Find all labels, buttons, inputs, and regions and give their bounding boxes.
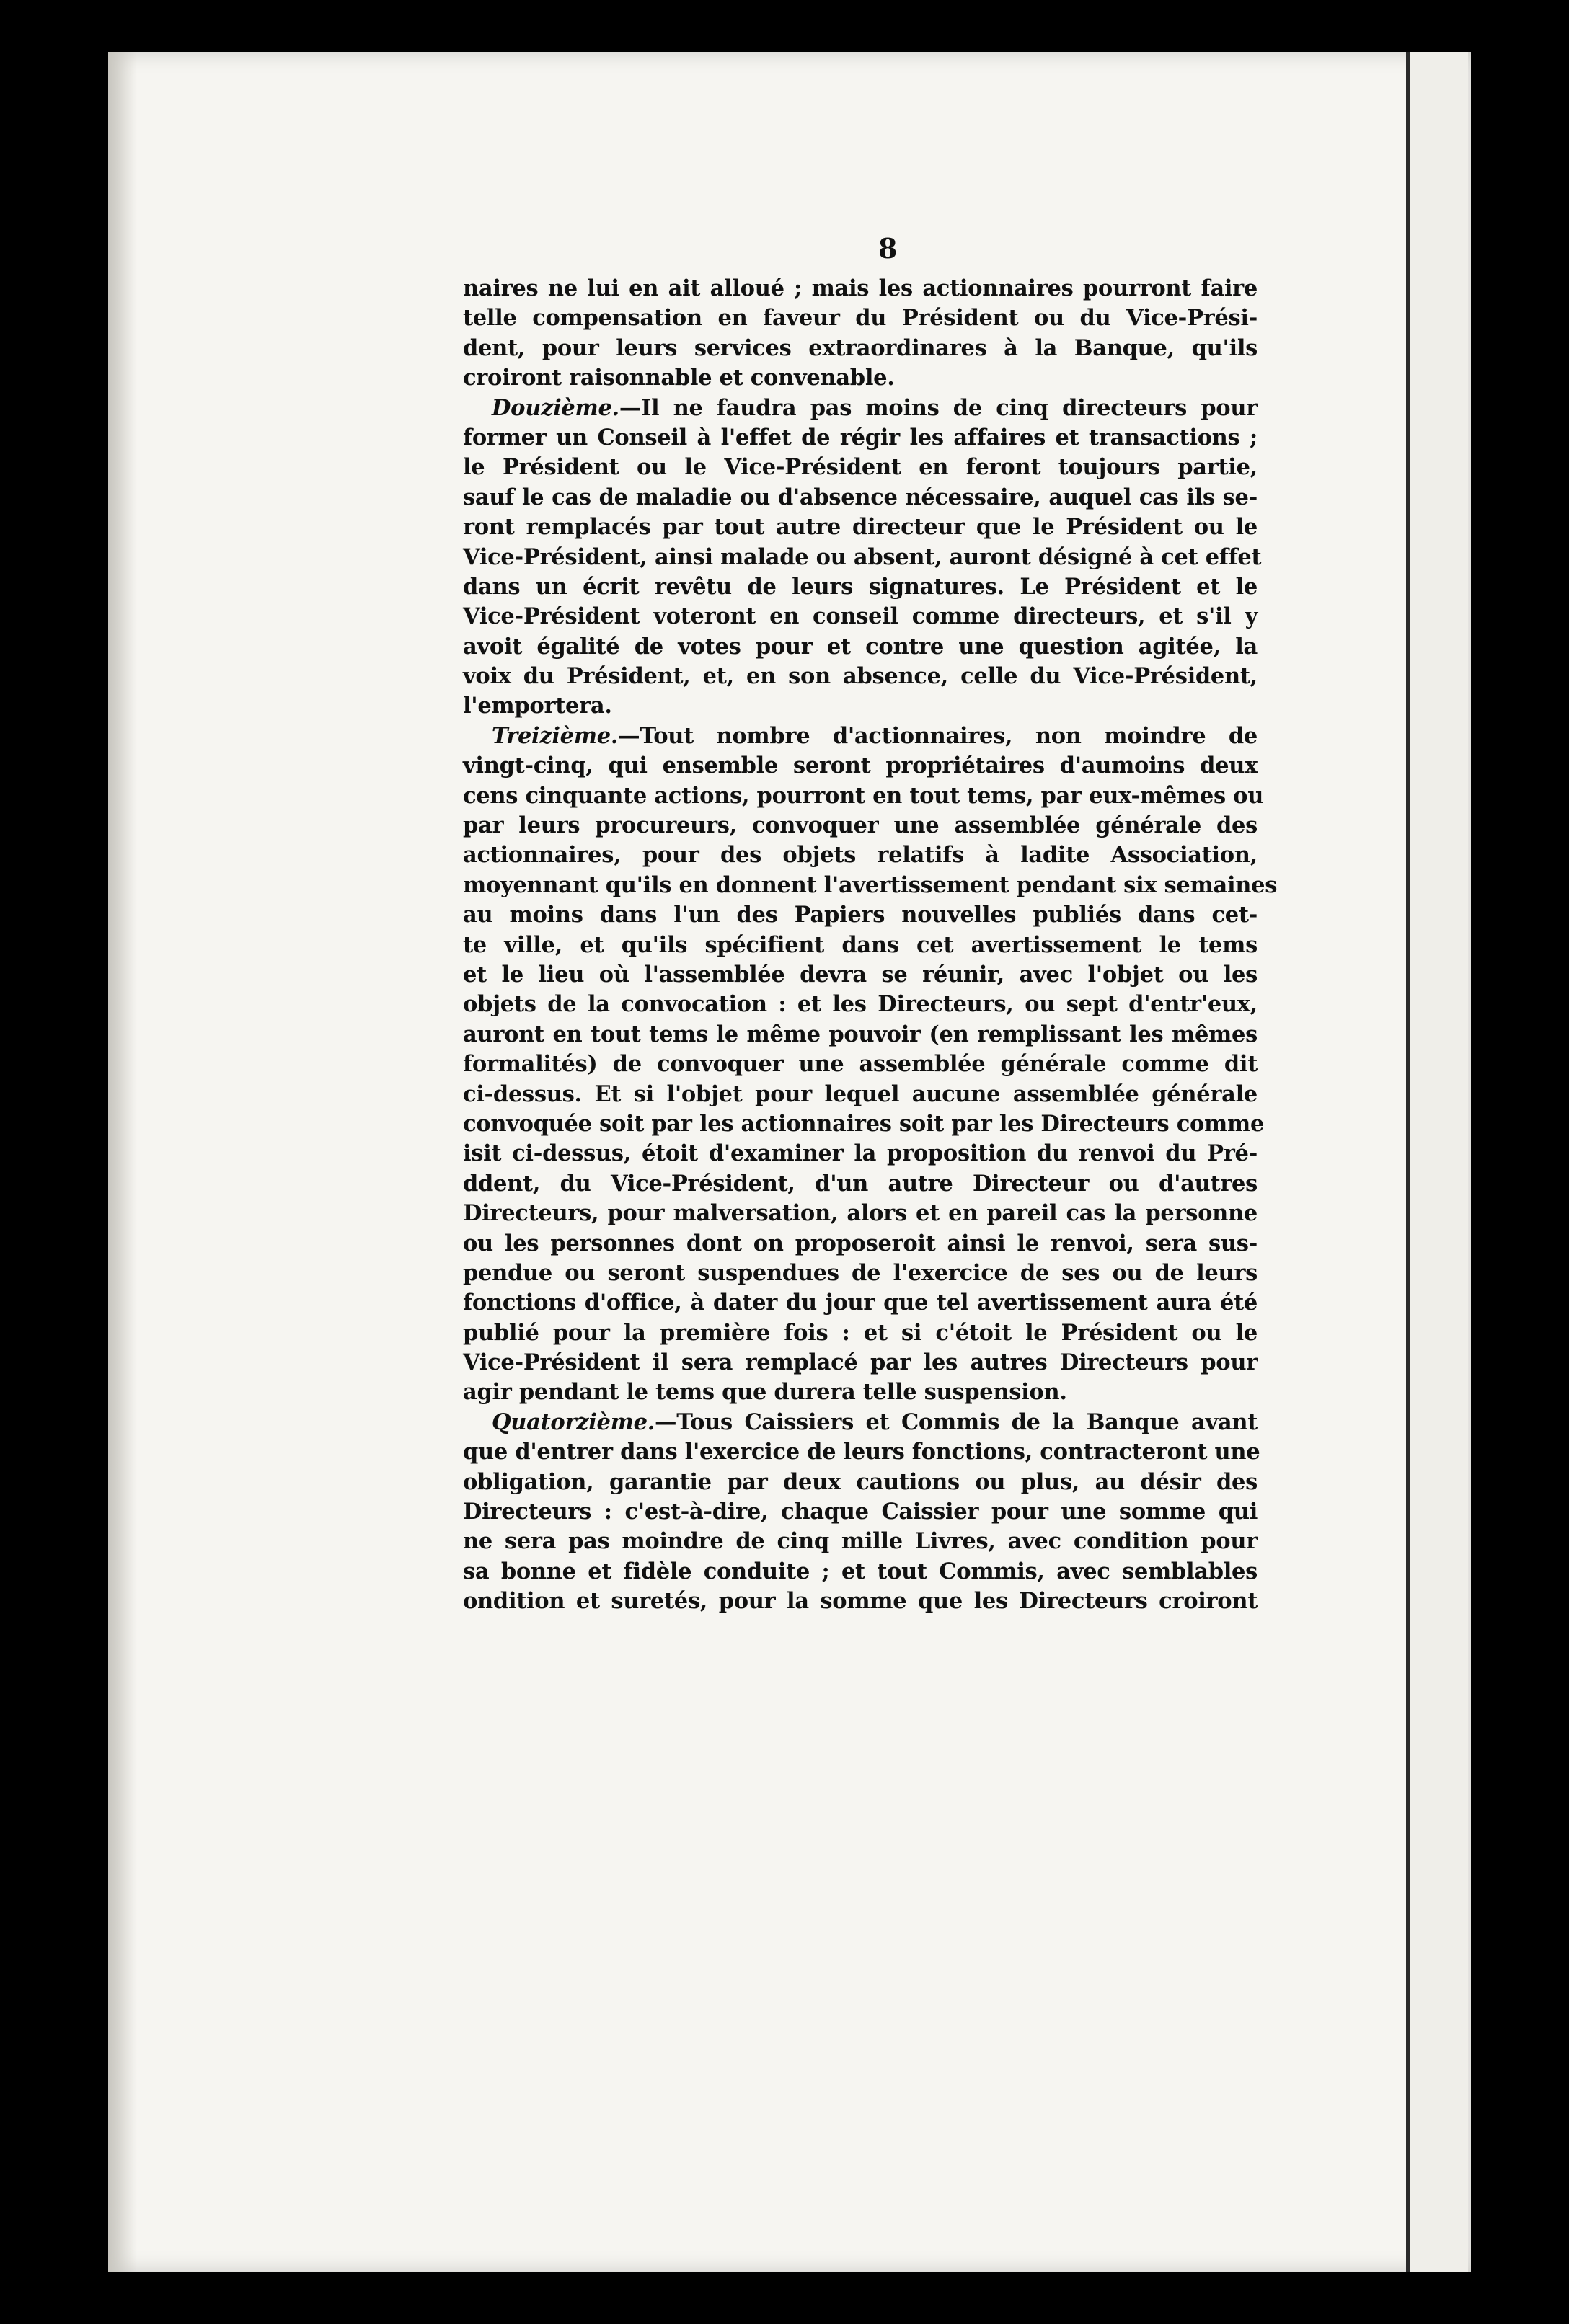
- page-number: 8: [878, 232, 898, 265]
- text-line: vingt-cinq, qui ensemble seront propriétaires d'aumoins deux: [463, 753, 1258, 779]
- text-line: ront remplacés par tout autre directeur que le Président ou le: [463, 514, 1258, 541]
- text-line: croiront raisonnable et convenable.: [463, 365, 895, 391]
- text-line: former un Conseil à l'effet de régir les affaires et transactions ;: [463, 424, 1258, 451]
- adjacent-page-edge: [1406, 52, 1468, 2272]
- section-heading: Douzième.: [492, 394, 619, 421]
- text-line: sa bonne et fidèle conduite ; et tout Commis, avec semblables: [463, 1558, 1258, 1584]
- text-line: et le lieu où l'assemblée devra se réunir, avec l'objet ou les: [463, 961, 1258, 988]
- paragraph-quatorzieme-start: Quatorzième.—Tous Caissiers et Commis de la Banque avant: [492, 1409, 1258, 1435]
- text-line: Vice-Président, ainsi malade ou absent, auront désigné à cet effet: [463, 544, 1262, 570]
- section-heading: Quatorzième.: [492, 1409, 655, 1435]
- text-line: Directeurs : c'est-à-dire, chaque Caissier pour une somme qui: [463, 1499, 1258, 1525]
- text-line: moyennant qu'ils en donnent l'avertissement pendant six semaines: [463, 872, 1278, 898]
- text-line: que d'entrer dans l'exercice de leurs fonctions, contracteront une: [463, 1439, 1260, 1465]
- text-line: Directeurs, pour malversation, alors et en pareil cas la personne: [463, 1200, 1258, 1227]
- text-line: isit ci-dessus, étoit d'examiner la proposition du renvoi du Pré-: [463, 1140, 1258, 1167]
- text-line: ou les personnes dont on proposeroit ainsi le renvoi, sera sus-: [463, 1230, 1258, 1256]
- text-line: avoit égalité de votes pour et contre une question agitée, la: [463, 633, 1258, 660]
- body-text: [463, 274, 1278, 1617]
- text-line: dans un écrit revêtu de leurs signatures. Le Président et le: [463, 573, 1258, 600]
- text-line: obligation, garantie par deux cautions ou plus, au désir des: [463, 1468, 1258, 1495]
- text-line: te ville, et qu'ils spécifient dans cet avertissement le tems: [463, 931, 1258, 958]
- text-line: naires ne lui en ait alloué ; mais les actionnaires pourront faire: [463, 275, 1258, 301]
- text-line: voix du Président, et, en son absence, celle du Vice-Président,: [463, 663, 1258, 690]
- text-line: auront en tout tems le même pouvoir (en remplissant les mêmes: [463, 1021, 1258, 1047]
- text-line: actionnaires, pour des objets relatifs à ladite Association,: [463, 842, 1258, 869]
- text-line: ondition et suretés, pour la somme que les Directeurs croiront: [463, 1588, 1258, 1615]
- text-line: Vice-Président voteront en conseil comme directeurs, et s'il y: [463, 603, 1258, 630]
- text-line: ne sera pas moindre de cinq mille Livres, avec condition pour: [463, 1528, 1258, 1555]
- text-line: cens cinquante actions, pourront en tout tems, par eux-mêmes ou: [463, 782, 1264, 809]
- text-line: le Président ou le Vice-Président en feront toujours partie,: [463, 454, 1258, 481]
- text-line: objets de la convocation : et les Directeurs, ou sept d'entr'eux,: [463, 991, 1258, 1018]
- section-heading: Treizième.: [492, 722, 619, 749]
- text-line: fonctions d'office, à dater du jour que tel avertissement aura été: [463, 1290, 1258, 1316]
- text-line: Vice-Président il sera remplacé par les autres Directeurs pour: [463, 1349, 1258, 1376]
- text-line: formalités) de convoquer une assemblée générale comme dit: [463, 1051, 1258, 1078]
- text-line: ci-dessus. Et si l'objet pour lequel aucune assemblée générale: [463, 1081, 1258, 1107]
- paragraph-treizieme-start: Treizième.—Tout nombre d'actionnaires, non moindre de: [492, 722, 1258, 749]
- text-line: l'emportera.: [463, 693, 612, 719]
- text-line: agir pendant le tems que durera telle suspension.: [463, 1379, 1067, 1406]
- text-line: publié pour la première fois : et si c'étoit le Président ou le: [463, 1319, 1258, 1346]
- text-line: pendue ou seront suspendues de l'exercice de ses ou de leurs: [463, 1259, 1258, 1286]
- text-line: telle compensation en faveur du Président ou du Vice-Prési-: [463, 305, 1258, 332]
- text-line: dent, pour leurs services extraordinares à la Banque, qu'ils: [463, 334, 1258, 361]
- text-line: convoquée soit par les actionnaires soit par les Directeurs comme: [463, 1110, 1265, 1137]
- paragraph-douzieme-start: Douzième.—Il ne faudra pas moins de cinq directeurs pour: [492, 394, 1258, 421]
- text-line: ddent, du Vice-Président, d'un autre Directeur ou d'autres: [463, 1170, 1258, 1197]
- text-line: par leurs procureurs, convoquer une assemblée générale des: [463, 812, 1258, 839]
- text-line: sauf le cas de maladie ou d'absence nécessaire, auquel cas ils se-: [463, 484, 1258, 510]
- text-line: au moins dans l'un des Papiers nouvelles publiés dans cet-: [463, 902, 1258, 928]
